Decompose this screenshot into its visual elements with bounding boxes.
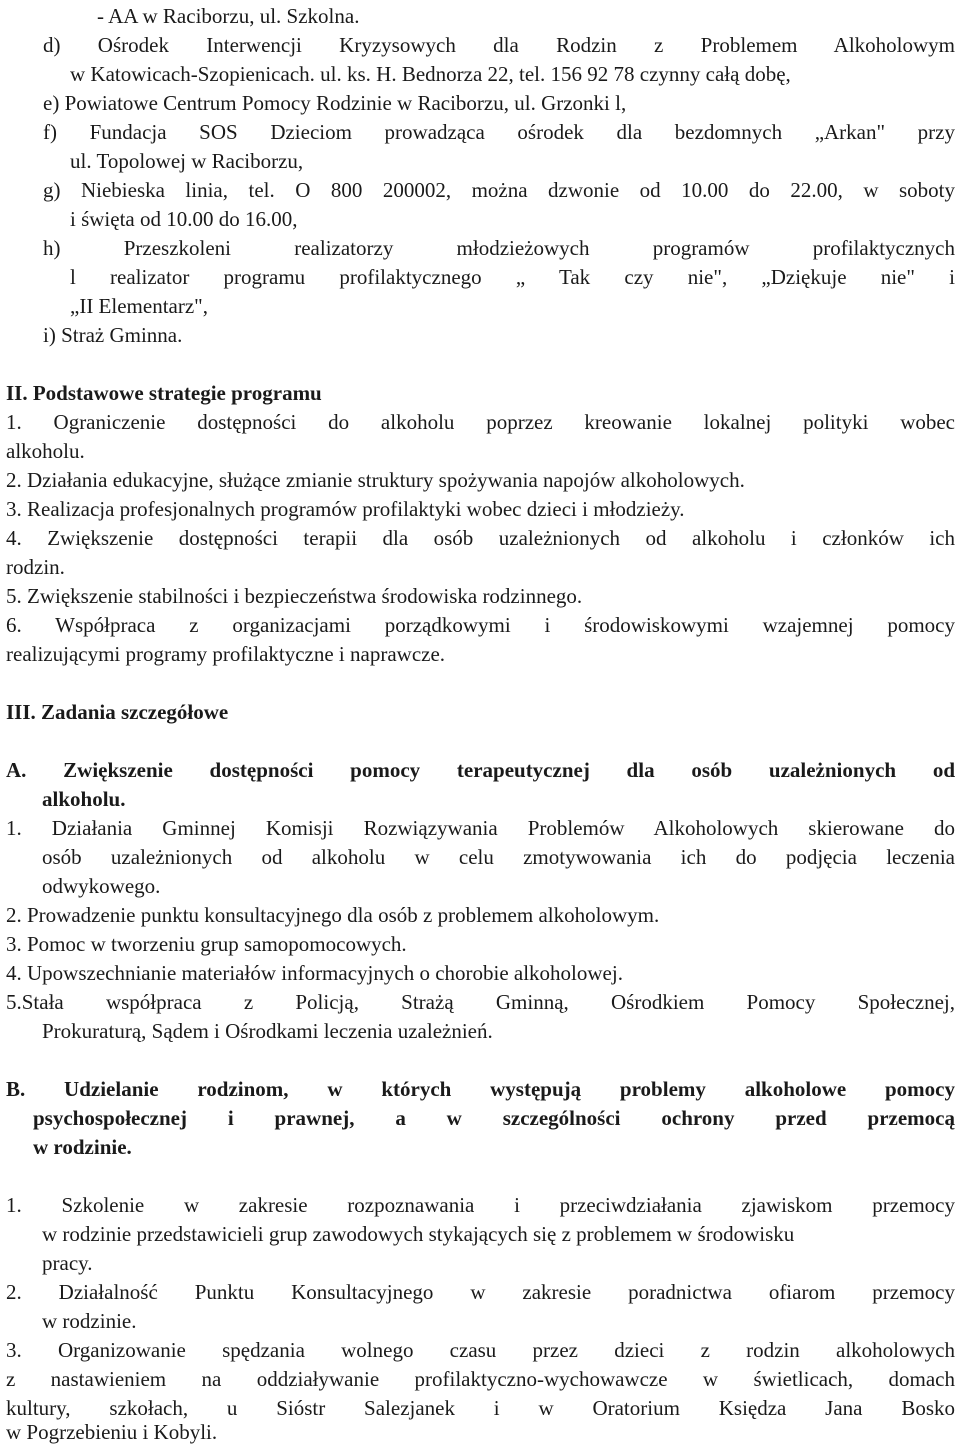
item-g-line1: g) Niebieska linia, tel. O 800 200002, można dzwonie od 10.00 do 22.00, w soboty — [43, 178, 955, 202]
task-a-line: 5.Stała współpraca z Policją, Strażą Gminną, Ośrodkiem Pomocy Społecznej, — [6, 990, 955, 1014]
subsection-b-heading-line3: w rodzinie. — [33, 1135, 132, 1159]
strategy-line: alkoholu. — [6, 439, 85, 463]
task-b-line: 2. Działalność Punktu Konsultacyjnego w zakresie poradnictwa ofiarom przemocy — [6, 1280, 955, 1304]
strategy-line: rodzin. — [6, 555, 65, 579]
item-d-line2: w Katowicach-Szopienicach. ul. ks. H. Bednorza 22, tel. 156 92 78 czynny całą dobę, — [70, 62, 791, 86]
section-ii-heading: II. Podstawowe strategie programu — [6, 381, 322, 405]
task-a-line: 3. Pomoc w tworzeniu grup samopomocowych. — [6, 932, 407, 956]
item-h-line2: l realizator programu profilaktycznego „ Tak czy nie", „Dziękuje nie" i — [70, 265, 955, 289]
subsection-a-heading-line2: alkoholu. — [42, 787, 126, 811]
subsection-b-heading-line2: psychospołecznej i prawnej, a w szczególności ochrony przed przemocą — [33, 1106, 955, 1130]
task-a-line: Prokuraturą, Sądem i Ośrodkami leczenia uzależnień. — [42, 1019, 493, 1043]
task-b-line: z nastawieniem na oddziaływanie profilaktyczno-wychowawcze w świetlicach, domach — [6, 1367, 955, 1391]
strategy-line: 6. Współpraca z organizacjami porządkowymi i środowiskowymi wzajemnej pomocy — [6, 613, 955, 637]
task-b-line: 1. Szkolenie w zakresie rozpoznawania i przeciwdziałania zjawiskom przemocy — [6, 1193, 955, 1217]
task-b-line: w rodzinie. — [42, 1309, 137, 1333]
task-b-line: w Pogrzebieniu i Kobyli. — [6, 1420, 218, 1444]
item-e: e) Powiatowe Centrum Pomocy Rodzinie w Raciborzu, ul. Grzonki l, — [43, 91, 627, 115]
task-a-line: 1. Działania Gminnej Komisji Rozwiązywania Problemów Alkoholowych skierowane do — [6, 816, 955, 840]
item-d-line1: d) Ośrodek Interwencji Kryzysowych dla Rodzin z Problemem Alkoholowym — [43, 33, 955, 57]
item-h-line3: „II Elementarz", — [70, 294, 208, 318]
section-iii-heading: III. Zadania szczegółowe — [6, 700, 229, 724]
strategy-line: 4. Zwiększenie dostępności terapii dla osób uzależnionych od alkoholu i członków ich — [6, 526, 955, 550]
strategy-line: 3. Realizacja profesjonalnych programów profilaktyki wobec dzieci i młodzieży. — [6, 497, 685, 521]
strategy-line: 1. Ograniczenie dostępności do alkoholu poprzez kreowanie lokalnej polityki wobec — [6, 410, 955, 434]
task-a-line: osób uzależnionych od alkoholu w celu zmotywowania ich do podjęcia leczenia — [42, 845, 955, 869]
item-i: i) Straż Gminna. — [43, 323, 183, 347]
task-b-line: pracy. — [42, 1251, 93, 1275]
strategy-line: 5. Zwiększenie stabilności i bezpieczeństwa środowiska rodzinnego. — [6, 584, 583, 608]
task-b-line: w rodzinie przedstawicieli grup zawodowych stykających się z problemem w środowisku — [42, 1222, 795, 1246]
strategy-line: 2. Działania edukacyjne, służące zmianie struktury spożywania napojów alkoholowych. — [6, 468, 745, 492]
item-f-line2: ul. Topolowej w Raciborzu, — [70, 149, 304, 173]
item-h-line1: h) Przeszkoleni realizatorzy młodzieżowych programów profilaktycznych — [43, 236, 955, 260]
item-f-line1: f) Fundacja SOS Dzieciom prowadząca ośrodek dla bezdomnych „Arkan" przy — [43, 120, 955, 144]
task-a-line: 4. Upowszechnianie materiałów informacyjnych o chorobie alkoholowej. — [6, 961, 623, 985]
task-b-line: 3. Organizowanie spędzania wolnego czasu przez dzieci z rodzin alkoholowych — [6, 1338, 955, 1362]
section-i-continuation-line: - AA w Raciborzu, ul. Szkolna. — [97, 4, 360, 28]
strategy-line: realizującymi programy profilaktyczne i naprawcze. — [6, 642, 446, 666]
subsection-a-heading-line1: A. Zwiększenie dostępności pomocy terapeutycznej dla osób uzależnionych od — [6, 758, 955, 782]
item-g-line2: i święta od 10.00 do 16.00, — [70, 207, 298, 231]
subsection-b-heading-line1: B. Udzielanie rodzinom, w których występują problemy alkoholowe pomocy — [6, 1077, 955, 1101]
task-a-line: odwykowego. — [42, 874, 161, 898]
task-a-line: 2. Prowadzenie punktu konsultacyjnego dla osób z problemem alkoholowym. — [6, 903, 660, 927]
task-b-line: kultury, szkołach, u Sióstr Salezjanek i w Oratorium Księdza Jana Bosko — [6, 1396, 955, 1420]
